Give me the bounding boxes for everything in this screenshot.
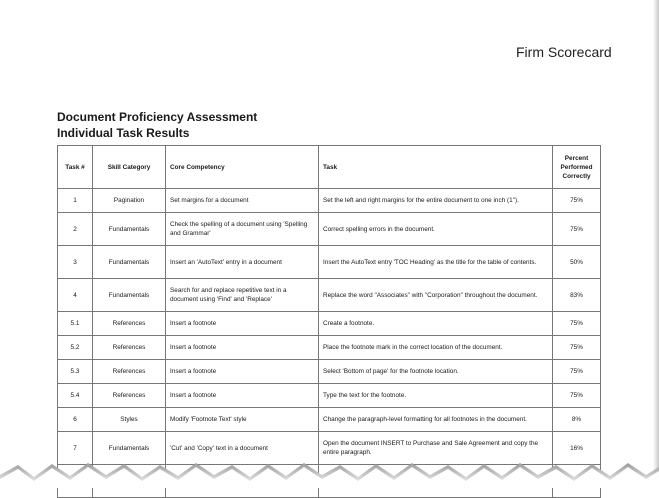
- task-results-table: [57, 145, 601, 498]
- cell-core-competency: Check the spelling of a document using 'Spelling and Grammar': [166, 213, 319, 246]
- cell-task: Set the left and right margins for the entire document to one inch (1").: [319, 189, 553, 213]
- cell-task-number: 7: [58, 432, 93, 465]
- cell-task-number: 5.2: [58, 336, 93, 360]
- cell-percent: 83%: [553, 279, 601, 312]
- table-row: [58, 312, 601, 336]
- cell-skill-category: Fundamentals: [93, 432, 166, 465]
- page-edge-shadow: [653, 0, 659, 488]
- cell-skill-category: Fundamentals: [93, 279, 166, 312]
- table-row: [58, 384, 601, 408]
- cell-task-number: 5.3: [58, 360, 93, 384]
- cell-task-number: 6: [58, 408, 93, 432]
- table-row: [58, 360, 601, 384]
- cell-percent: 75%: [553, 384, 601, 408]
- cell-core-competency: Set margins for a document: [166, 189, 319, 213]
- column-header-task: Task: [319, 146, 553, 189]
- cell-task-number: 4: [58, 279, 93, 312]
- cell-task: Select 'Bottom of page' for the footnote location.: [319, 360, 553, 384]
- cell-task-number: 2: [58, 213, 93, 246]
- cell-percent: 8%: [553, 408, 601, 432]
- cell-task: Insert the AutoText entry 'TOC Heading' as the title for the table of contents.: [319, 246, 553, 279]
- cell-skill-category: Pagination: [93, 189, 166, 213]
- table-row: [58, 213, 601, 246]
- table-row: [58, 189, 601, 213]
- cell-task-number: 3: [58, 246, 93, 279]
- cell-skill-category: References: [93, 384, 166, 408]
- cell-skill-category: References: [93, 360, 166, 384]
- cell-task-number: 1: [58, 189, 93, 213]
- cell-percent: 50%: [553, 246, 601, 279]
- cell-core-competency: Insert a footnote: [166, 360, 319, 384]
- cell-task: Place the footnote mark in the correct location of the document.: [319, 336, 553, 360]
- cell-core-competency: Insert a footnote: [166, 312, 319, 336]
- cell-core-competency: Search for and replace repetitive text in a document using 'Find' and 'Replace': [166, 279, 319, 312]
- cell-task: Replace the word "Associates" with "Corporation" throughout the document.: [319, 279, 553, 312]
- cell-percent: 75%: [553, 360, 601, 384]
- table-row: [58, 279, 601, 312]
- document-title-line-2: Individual Task Results: [57, 126, 190, 140]
- cell-skill-category: Fundamentals: [93, 213, 166, 246]
- cell-task-number: 5.1: [58, 312, 93, 336]
- column-header-core-competency: Core Competency: [166, 146, 319, 189]
- cell-skill-category: References: [93, 336, 166, 360]
- cell-task: Create a footnote.: [319, 312, 553, 336]
- cell-skill-category: Styles: [93, 408, 166, 432]
- cell-percent: 75%: [553, 189, 601, 213]
- cell-task: Type the text for the footnote.: [319, 384, 553, 408]
- cell-percent: 75%: [553, 336, 601, 360]
- page-header-title: Firm Scorecard: [516, 44, 612, 60]
- cell-core-competency: Insert an 'AutoText' entry in a document: [166, 246, 319, 279]
- cell-skill-category: References: [93, 312, 166, 336]
- cell-core-competency: Modify 'Footnote Text' style: [166, 408, 319, 432]
- cell-core-competency: Insert a footnote: [166, 384, 319, 408]
- cell-task: Change the paragraph-level formatting for all footnotes in the document.: [319, 408, 553, 432]
- cell-skill-category: Fundamentals: [93, 246, 166, 279]
- column-header-task-number: Task #: [58, 146, 93, 189]
- cell-task: Open the document INSERT to Purchase and Sale Agreement and copy the entire paragraph.: [319, 432, 553, 465]
- table-header-row: [58, 146, 601, 189]
- table-row: [58, 246, 601, 279]
- cell-percent: 75%: [553, 213, 601, 246]
- table-row: [58, 408, 601, 432]
- cell-task-number: 5.4: [58, 384, 93, 408]
- table-row: [58, 336, 601, 360]
- column-header-skill-category: Skill Category: [93, 146, 166, 189]
- cell-core-competency: Insert a footnote: [166, 336, 319, 360]
- cell-task: Correct spelling errors in the document.: [319, 213, 553, 246]
- document-title: [57, 109, 257, 141]
- cell-core-competency: 'Cut' and 'Copy' text in a document: [166, 432, 319, 465]
- document-title-line-1: Document Proficiency Assessment: [57, 110, 258, 124]
- torn-page-edge: [0, 455, 659, 488]
- column-header-percent-correct: Percent Performed Correctly: [553, 146, 601, 189]
- cell-percent: 75%: [553, 312, 601, 336]
- cell-percent: 16%: [553, 432, 601, 465]
